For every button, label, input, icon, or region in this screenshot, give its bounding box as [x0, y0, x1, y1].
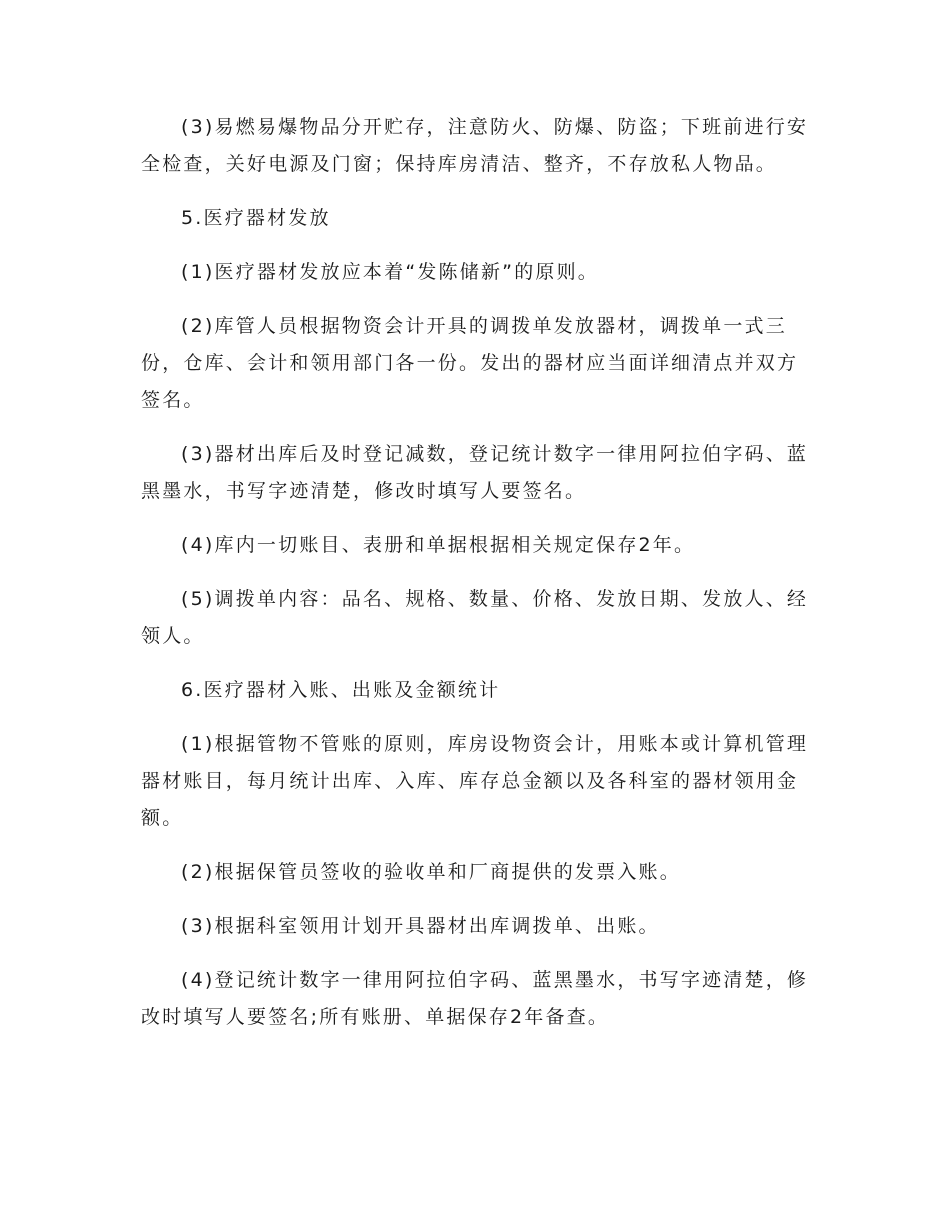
para-5-2: (2)库管人员根据物资会计开具的调拨单发放器材，调拨单一式三份，仓库、会计和领用部门各一份。发出的器材应当面详细清点并双方签名。 [141, 315, 799, 411]
para-5-1: (1)医疗器材发放应本着“发陈储新”的原则。 [181, 261, 600, 283]
para-5-5: (5)调拨单内容：品名、规格、数量、价格、发放日期、发放人、经领人。 [141, 588, 809, 647]
section-5-heading: 5.医疗器材发放 [181, 207, 331, 229]
para-3-flammable-storage: (3)易燃易爆物品分开贮存，注意防火、防爆、防盗；下班前进行安全检查，关好电源及门窗；保持库房清洁、整齐，不存放私人物品。 [141, 116, 809, 175]
para-6-3: (3)根据科室领用计划开具器材出库调拨单、出账。 [181, 915, 660, 937]
para-6-2: (2)根据保管员签收的验收单和厂商提供的发票入账。 [181, 861, 681, 883]
document-body [141, 109, 809, 1053]
para-5-3: (3)器材出库后及时登记减数，登记统计数字一律用阿拉伯字码、蓝黑墨水，书写字迹清楚，修改时填写人要签名。 [141, 443, 809, 502]
section-6-heading: 6.医疗器材入账、出账及金额统计 [181, 679, 501, 701]
para-6-4: (4)登记统计数字一律用阿拉伯字码、蓝黑墨水，书写字迹清楚，修改时填写人要签名;所有账册、单据保存2年备查。 [141, 969, 809, 1028]
para-5-4: (4)库内一切账目、表册和单据根据相关规定保存2年。 [181, 534, 696, 556]
para-6-1: (1)根据管物不管账的原则，库房设物资会计，用账本或计算机管理器材账目，每月统计出库、入库、库存总金额以及各科室的器材领用金额。 [141, 733, 809, 829]
